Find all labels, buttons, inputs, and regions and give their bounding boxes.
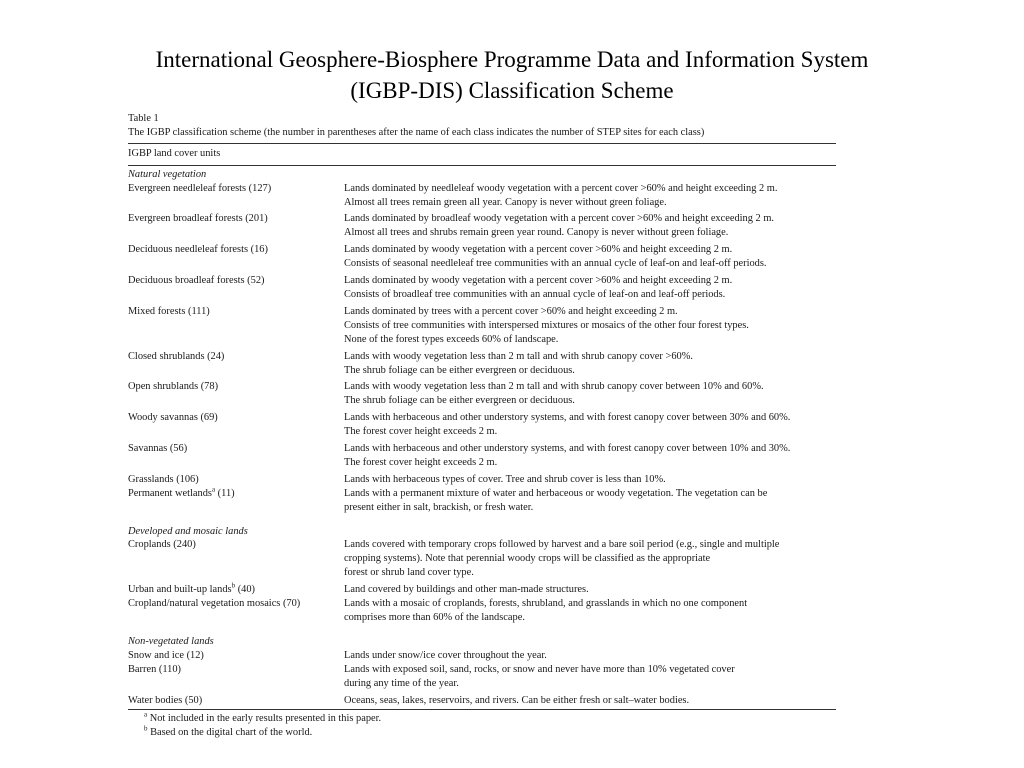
description-line: Lands with herbaceous types of cover. Tree and shrub cover is less than 10%. xyxy=(344,473,666,485)
class-name-text: Permanent wetlands xyxy=(128,487,212,499)
land-cover-class-name: Cropland/natural vegetation mosaics (70) xyxy=(128,598,301,610)
table-row xyxy=(128,243,836,271)
description-line: Lands with herbaceous and other understory systems, and with forest canopy cover between 30% and 60%. xyxy=(344,412,791,424)
footnote xyxy=(144,726,836,740)
table-header: IGBP land cover units xyxy=(128,147,221,159)
table-row xyxy=(128,473,836,487)
land-cover-class-description xyxy=(344,380,836,408)
description-line: during any time of the year. xyxy=(344,677,459,689)
footnote xyxy=(144,712,836,726)
developed-rows xyxy=(128,538,836,624)
land-cover-class-name: Mixed forests (111) xyxy=(128,305,210,317)
land-cover-class-name: Closed shrublands (24) xyxy=(128,350,225,362)
footnote-text: Based on the digital chart of the world. xyxy=(147,727,313,739)
land-cover-class-description xyxy=(344,473,836,487)
table-caption: The IGBP classification scheme (the number in parentheses after the name of each class indicates the number of STEP sites for each class) xyxy=(128,126,705,138)
description-line: Land covered by buildings and other man-made structures. xyxy=(344,584,589,596)
class-name-text: Urban and built-up lands xyxy=(128,584,232,596)
description-line: The shrub foliage can be either evergreen or deciduous. xyxy=(344,364,575,376)
table-row xyxy=(128,487,836,515)
slide-title xyxy=(0,44,1024,106)
table-row xyxy=(128,663,836,691)
table-row xyxy=(128,411,836,439)
land-cover-class-description xyxy=(344,350,836,378)
description-line: Consists of tree communities with interspersed mixtures or mosaics of the other four forest types. xyxy=(344,319,749,331)
footnote-text: Not included in the early results presented in this paper. xyxy=(147,713,382,725)
description-line: The forest cover height exceeds 2 m. xyxy=(344,426,498,438)
section-heading-natural: Natural vegetation xyxy=(128,168,207,180)
description-line: Lands with a permanent mixture of water and herbaceous or woody vegetation. The vegetation can be xyxy=(344,487,768,499)
footnote-marker: b xyxy=(231,581,236,590)
description-line: Lands with a mosaic of croplands, forests, shrubland, and grasslands in which no one component xyxy=(344,598,748,610)
land-cover-class-name: Woody savannas (69) xyxy=(128,412,218,424)
description-line: Lands with woody vegetation less than 2 m tall and with shrub canopy cover >60%. xyxy=(344,350,693,362)
table-row xyxy=(128,597,836,625)
footnotes xyxy=(128,712,836,740)
description-line: Oceans, seas, lakes, reservoirs, and rivers. Can be either fresh or salt–water bodies. xyxy=(344,694,690,706)
table-row xyxy=(128,442,836,470)
land-cover-class-name: Croplands (240) xyxy=(128,539,196,551)
table-row xyxy=(128,274,836,302)
description-line: Lands dominated by woody vegetation with a percent cover >60% and height exceeding 2 m. xyxy=(344,275,733,287)
description-line: None of the forest types exceeds 60% of landscape. xyxy=(344,333,559,345)
land-cover-class-description xyxy=(344,487,836,515)
description-line: Lands with herbaceous and other understory systems, and with forest canopy cover between 10% and 30%. xyxy=(344,443,791,455)
description-line: Lands with exposed soil, sand, rocks, or snow and never have more than 10% vegetated cover xyxy=(344,663,735,675)
land-cover-class-name: Deciduous broadleaf forests (52) xyxy=(128,275,265,287)
description-line: Lands dominated by trees with a percent cover >60% and height exceeding 2 m. xyxy=(344,305,678,317)
land-cover-class-name: Open shrublands (78) xyxy=(128,381,219,393)
description-line: cropping systems). Note that perennial woody crops will be classified as the appropriate xyxy=(344,553,711,565)
slide-title-line-1: International Geosphere-Biosphere Programme Data and Information System xyxy=(155,47,869,72)
class-site-count: (40) xyxy=(235,584,256,596)
table-row xyxy=(128,350,836,378)
land-cover-class-description xyxy=(344,182,836,210)
nonveg-rows xyxy=(128,649,836,708)
description-line: forest or shrub land cover type. xyxy=(344,567,474,579)
land-cover-class-description xyxy=(344,243,836,271)
table-bottom-rule xyxy=(128,709,836,710)
land-cover-class-name: Deciduous needleleaf forests (16) xyxy=(128,244,268,256)
footnote-mark: b xyxy=(144,724,148,733)
land-cover-class-name: Snow and ice (12) xyxy=(128,649,204,661)
description-line: The shrub foliage can be either evergreen or deciduous. xyxy=(344,395,575,407)
land-cover-class-name: Evergreen broadleaf forests (201) xyxy=(128,213,268,225)
land-cover-class-description xyxy=(344,694,836,708)
table-row xyxy=(128,583,836,597)
description-line: Lands under snow/ice cover throughout the year. xyxy=(344,649,547,661)
land-cover-class-description xyxy=(344,538,836,580)
land-cover-class-description xyxy=(344,663,836,691)
land-cover-class-description xyxy=(344,597,836,625)
table-row xyxy=(128,694,836,708)
section-heading-nonveg: Non-vegetated lands xyxy=(128,635,214,647)
description-line: Lands dominated by broadleaf woody vegetation with a percent cover >60% and height exceeding 2 m. xyxy=(344,213,775,225)
land-cover-class-name: Savannas (56) xyxy=(128,443,188,455)
land-cover-class-description xyxy=(344,649,836,663)
land-cover-class-description xyxy=(344,274,836,302)
land-cover-class-name: Barren (110) xyxy=(128,663,181,675)
natural-rows xyxy=(128,182,836,515)
description-line: present either in salt, brackish, or fresh water. xyxy=(344,501,534,513)
description-line: Consists of seasonal needleleaf tree communities with an annual cycle of leaf-on and leaf-off periods. xyxy=(344,258,767,270)
land-cover-class-description xyxy=(344,583,836,597)
class-site-count: (11) xyxy=(215,487,235,499)
description-line: comprises more than 60% of the landscape. xyxy=(344,612,525,623)
table-body xyxy=(128,166,836,708)
description-line: Almost all trees and shrubs remain green year round. Canopy is never without green foliage. xyxy=(344,227,729,239)
description-line: Consists of broadleaf tree communities with an annual cycle of leaf-on and leaf-off periods. xyxy=(344,288,726,300)
description-line: Lands dominated by needleleaf woody vegetation with a percent cover >60% and height exceeding 2 m. xyxy=(344,182,778,194)
land-cover-class-name: Water bodies (50) xyxy=(128,694,203,706)
land-cover-class-description xyxy=(344,442,836,470)
description-line: Almost all trees remain green all year. Canopy is never without green foliage. xyxy=(344,196,667,208)
table-row xyxy=(128,380,836,408)
land-cover-class-name xyxy=(128,487,344,515)
footnote-marker: a xyxy=(211,485,216,494)
land-cover-class-description xyxy=(344,212,836,240)
land-cover-class-description xyxy=(344,305,836,347)
table-row xyxy=(128,649,836,663)
description-line: The forest cover height exceeds 2 m. xyxy=(344,456,498,468)
table-row xyxy=(128,212,836,240)
footnote-mark: a xyxy=(144,710,148,719)
land-cover-class-name: Evergreen needleleaf forests (127) xyxy=(128,182,272,194)
table-label: Table 1 xyxy=(128,113,159,124)
description-line: Lands with woody vegetation less than 2 m tall and with shrub canopy cover between 10% and 60%. xyxy=(344,381,764,393)
slide-title-line-2: (IGBP-DIS) Classification Scheme xyxy=(350,78,674,103)
table-row xyxy=(128,305,836,347)
land-cover-class-description xyxy=(344,411,836,439)
description-line: Lands covered with temporary crops followed by harvest and a bare soil period (e.g., single and multiple xyxy=(344,539,780,551)
igbp-table xyxy=(128,112,836,740)
description-line: Lands dominated by woody vegetation with a percent cover >60% and height exceeding 2 m. xyxy=(344,244,733,256)
land-cover-class-name xyxy=(128,583,344,597)
table-row xyxy=(128,538,836,580)
table-row xyxy=(128,182,836,210)
land-cover-class-name: Grasslands (106) xyxy=(128,473,199,485)
section-heading-developed: Developed and mosaic lands xyxy=(128,525,248,537)
